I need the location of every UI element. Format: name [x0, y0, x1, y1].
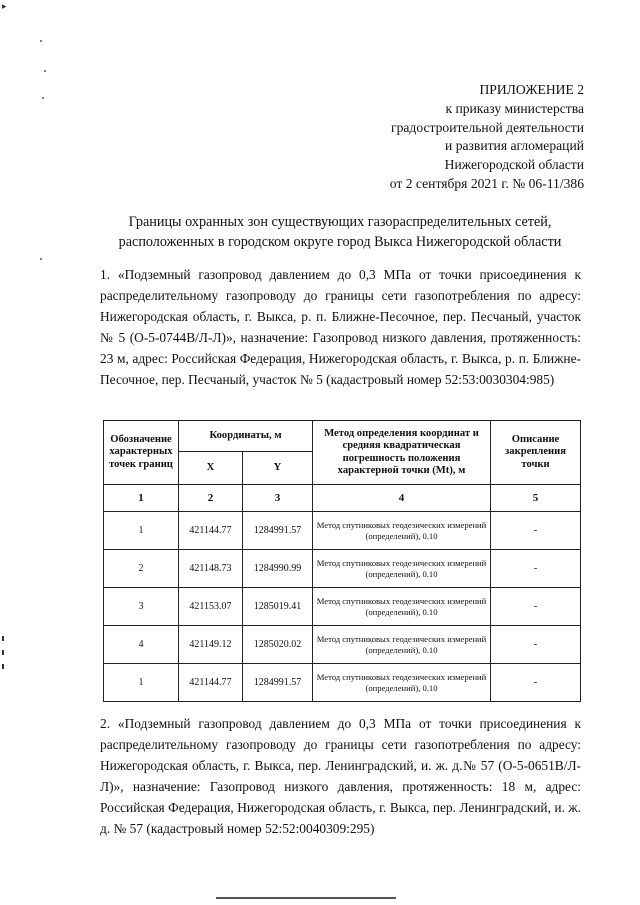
- appendix-date-number: от 2 сентября 2021 г. № 06-11/386: [389, 175, 584, 191]
- cell-x: 421144.77: [179, 512, 243, 550]
- cell-x: 421149.12: [179, 626, 243, 664]
- table-row: [104, 626, 581, 664]
- table-row: [104, 512, 581, 550]
- table-row: [104, 550, 581, 588]
- scan-corner-mark: ▸: [2, 1, 7, 11]
- cell-point: 1: [104, 512, 179, 550]
- cell-y: 1285020.02: [243, 626, 313, 664]
- appendix-line: градостроительной деятельности: [391, 119, 584, 135]
- cell-method: Метод спутниковых геодезических измерений (определений), 0.10: [313, 512, 491, 550]
- cell-description: -: [491, 664, 581, 702]
- cell-description: -: [491, 512, 581, 550]
- appendix-line: Нижегородской области: [444, 157, 584, 173]
- cell-method: Метод спутниковых геодезических измерений (определений), 0.10: [313, 550, 491, 588]
- column-number-row: [104, 485, 581, 512]
- column-number: 1: [104, 485, 179, 512]
- scan-speck: [42, 97, 44, 99]
- header-x: X: [179, 452, 243, 485]
- column-number: 2: [179, 485, 243, 512]
- table-header-row: [104, 421, 581, 452]
- header-coordinates: Координаты, м: [179, 421, 313, 452]
- table-row: [104, 664, 581, 702]
- cell-description: -: [491, 550, 581, 588]
- cell-point: 4: [104, 626, 179, 664]
- document-title: [60, 213, 620, 252]
- section-2-description: 2. «Подземный газопровод давлением до 0,3 МПа от точки присоединения к распределительному газопроводу до границы сети газопотребления по адресу: Нижегородская область, г. Выкса, пер. Ленинградский, и. ж. д.№ 57 (О-5-0651В/Л-Л)», назначение: Газопровод низкого давления, протяженность: 18 м, адрес: Российская Федерация, Нижегородская область, г. Выкса, пер. Ленинградский, и. ж. д. № 57 (кадастровый номер 52:52:0040309:295): [100, 716, 581, 836]
- cell-y: 1285019.41: [243, 588, 313, 626]
- table-row: [104, 588, 581, 626]
- scan-bottom-rule: [216, 897, 396, 899]
- scan-speck: [44, 70, 46, 72]
- document-title-line: расположенных в городском округе город Выкса Нижегородской области: [118, 233, 562, 250]
- cell-method: Метод спутниковых геодезических измерений (определений), 0.10: [313, 664, 491, 702]
- header-point-designation: Обозначение характерных точек границ: [104, 421, 179, 485]
- scan-margin-mark: [2, 664, 4, 669]
- document-title-line: Границы охранных зон существующих газораспределительных сетей,: [128, 214, 552, 230]
- cell-method: Метод спутниковых геодезических измерений (определений), 0.10: [313, 588, 491, 626]
- header-description: Описание закрепления точки: [491, 421, 581, 485]
- column-number: 3: [243, 485, 313, 512]
- header-y: Y: [243, 452, 313, 485]
- cell-x: 421153.07: [179, 588, 243, 626]
- appendix-header: [284, 81, 584, 194]
- column-number: 5: [491, 485, 581, 512]
- appendix-line: к приказу министерства: [445, 100, 584, 116]
- cell-y: 1284991.57: [243, 664, 313, 702]
- appendix-line: и развития агломераций: [445, 138, 584, 154]
- cell-y: 1284991.57: [243, 512, 313, 550]
- scan-margin-mark: [2, 650, 4, 655]
- scan-margin-mark: [2, 636, 4, 641]
- scan-speck: [40, 40, 42, 42]
- header-method: Метод определения координат и средняя квадратическая погрешность положения характерной точки (Мt), м: [313, 421, 491, 485]
- section-1-description: 1. «Подземный газопровод давлением до 0,3 МПа от точки присоединения к распределительному газопроводу до границы сети газопотребления по адресу: Нижегородская область, г. Выкса, р. п. Ближне-Песочное, пер. Песчаный, участок № 5 (О-5-0744В/Л-Л)», назначение: Газопровод низкого давления, протяженность: 23 м, адрес: Российская Федерация, Нижегородская область, г. Выкса, р. п. Ближне-Песочное, пер. Песчаный, участок № 5 (кадастровый номер 52:53:0030304:985): [100, 267, 581, 387]
- cell-method: Метод спутниковых геодезических измерений (определений), 0.10: [313, 626, 491, 664]
- appendix-title: ПРИЛОЖЕНИЕ 2: [479, 82, 584, 97]
- coordinates-table: [103, 420, 581, 702]
- scan-speck: [40, 258, 42, 260]
- cell-x: 421148.73: [179, 550, 243, 588]
- cell-description: -: [491, 588, 581, 626]
- column-number: 4: [313, 485, 491, 512]
- cell-point: 1: [104, 664, 179, 702]
- cell-point: 2: [104, 550, 179, 588]
- cell-x: 421144.77: [179, 664, 243, 702]
- cell-point: 3: [104, 588, 179, 626]
- cell-description: -: [491, 626, 581, 664]
- cell-y: 1284990.99: [243, 550, 313, 588]
